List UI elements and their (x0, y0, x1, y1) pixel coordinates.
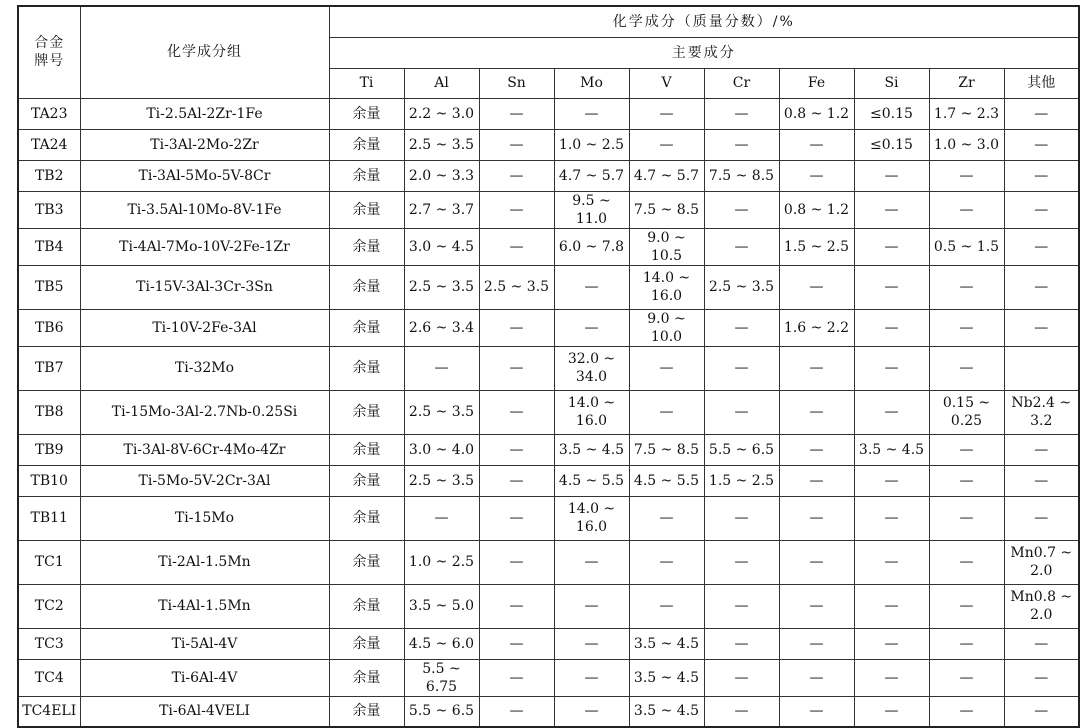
element-value-cell: — (854, 346, 929, 390)
element-value-cell: — (704, 540, 779, 584)
element-value-cell: — (704, 496, 779, 540)
composition-group-cell: Ti-4Al-7Mo-10V-2Fe-1Zr (80, 228, 329, 265)
header-element: Zr (929, 68, 1004, 98)
element-value-cell: Mn0.7 ~ 2.0 (1004, 540, 1079, 584)
element-value-cell: — (929, 696, 1004, 727)
element-value-cell: — (1004, 98, 1079, 129)
element-value-cell: 1.0 ~ 2.5 (554, 129, 629, 160)
table-row (18, 265, 1079, 309)
element-value-cell: 9.0 ~ 10.0 (629, 309, 704, 346)
composition-group-cell: Ti-3Al-5Mo-5V-8Cr (80, 160, 329, 191)
alloy-code-cell: TB8 (18, 390, 80, 434)
element-value-cell: 3.5 ~ 4.5 (554, 434, 629, 465)
element-value-cell: — (779, 696, 854, 727)
element-value-cell: — (929, 496, 1004, 540)
element-value-cell: — (779, 496, 854, 540)
element-value-cell: 3.0 ~ 4.5 (404, 228, 479, 265)
element-value-cell: — (629, 584, 704, 628)
element-value-cell: — (779, 346, 854, 390)
element-value-cell: — (779, 390, 854, 434)
element-value-cell: 0.5 ~ 1.5 (929, 228, 1004, 265)
element-value-cell: — (854, 496, 929, 540)
element-value-cell: 3.5 ~ 4.5 (629, 628, 704, 659)
composition-group-cell: Ti-15Mo-3Al-2.7Nb-0.25Si (80, 390, 329, 434)
element-value-cell: — (704, 584, 779, 628)
element-value-cell: — (854, 540, 929, 584)
element-value-cell: — (929, 584, 1004, 628)
composition-group-cell: Ti-2.5Al-2Zr-1Fe (80, 98, 329, 129)
element-value-cell: 余量 (329, 228, 404, 265)
element-value-cell: — (1004, 160, 1079, 191)
element-value-cell: 2.7 ~ 3.7 (404, 191, 479, 228)
element-value-cell: — (854, 160, 929, 191)
element-value-cell: — (779, 659, 854, 696)
table-row (18, 160, 1079, 191)
element-value-cell: — (1004, 191, 1079, 228)
element-value-cell: — (1004, 696, 1079, 727)
element-value-cell: 1.5 ~ 2.5 (704, 465, 779, 496)
table-row (18, 659, 1079, 696)
element-value-cell: — (854, 465, 929, 496)
element-value-cell: — (1004, 309, 1079, 346)
element-value-cell: 14.0 ~ 16.0 (554, 390, 629, 434)
element-value-cell: 4.5 ~ 5.5 (554, 465, 629, 496)
element-value-cell: 3.5 ~ 4.5 (629, 659, 704, 696)
element-value-cell: — (929, 309, 1004, 346)
composition-group-cell: Ti-32Mo (80, 346, 329, 390)
element-value-cell: 0.15 ~ 0.25 (929, 390, 1004, 434)
element-value-cell: — (854, 265, 929, 309)
composition-group-cell: Ti-4Al-1.5Mn (80, 584, 329, 628)
element-value-cell: — (1004, 129, 1079, 160)
alloy-code-cell: TC4 (18, 659, 80, 696)
element-value-cell: — (779, 160, 854, 191)
element-value-cell: 余量 (329, 496, 404, 540)
header-element: Fe (779, 68, 854, 98)
header-element: Al (404, 68, 479, 98)
element-value-cell: 5.5 ~ 6.75 (404, 659, 479, 696)
element-value-cell: — (479, 465, 554, 496)
table-row (18, 228, 1079, 265)
element-value-cell: 14.0 ~ 16.0 (554, 496, 629, 540)
alloy-code-cell: TB2 (18, 160, 80, 191)
element-value-cell: — (404, 496, 479, 540)
element-value-cell: — (779, 265, 854, 309)
element-value-cell: 余量 (329, 390, 404, 434)
composition-group-cell: Ti-15V-3Al-3Cr-3Sn (80, 265, 329, 309)
header-element: Cr (704, 68, 779, 98)
element-value-cell: — (1004, 496, 1079, 540)
element-value-cell: 7.5 ~ 8.5 (704, 160, 779, 191)
alloy-code-cell: TB4 (18, 228, 80, 265)
header-element: Ti (329, 68, 404, 98)
composition-group-cell: Ti-15Mo (80, 496, 329, 540)
element-value-cell: 3.0 ~ 4.0 (404, 434, 479, 465)
header-composition-group: 化学成分组 (80, 6, 329, 98)
element-value-cell: 6.0 ~ 7.8 (554, 228, 629, 265)
element-value-cell: 3.5 ~ 4.5 (629, 696, 704, 727)
element-value-cell: — (779, 584, 854, 628)
element-value-cell: 2.5 ~ 3.5 (404, 265, 479, 309)
table-row (18, 191, 1079, 228)
element-value-cell: 5.5 ~ 6.5 (704, 434, 779, 465)
element-value-cell: 2.0 ~ 3.3 (404, 160, 479, 191)
element-value-cell: — (479, 309, 554, 346)
element-value-cell: 余量 (329, 434, 404, 465)
header-main-title: 化学成分（质量分数）/% (329, 6, 1079, 37)
element-value-cell: 5.5 ~ 6.5 (404, 696, 479, 727)
element-value-cell: — (554, 98, 629, 129)
element-value-cell: — (854, 628, 929, 659)
alloy-code-cell: TC2 (18, 584, 80, 628)
header-alloy-code: 合金 牌号 (18, 6, 80, 98)
element-value-cell: 余量 (329, 191, 404, 228)
element-value-cell: — (554, 265, 629, 309)
element-value-cell: — (479, 160, 554, 191)
element-value-cell: 2.5 ~ 3.5 (404, 129, 479, 160)
element-value-cell: — (479, 129, 554, 160)
element-value-cell: — (779, 129, 854, 160)
element-value-cell: 余量 (329, 696, 404, 727)
element-value-cell: — (1004, 265, 1079, 309)
element-value-cell: 4.7 ~ 5.7 (554, 160, 629, 191)
element-value-cell: 余量 (329, 309, 404, 346)
element-value-cell: — (929, 540, 1004, 584)
element-value-cell: — (479, 390, 554, 434)
element-value-cell: 9.5 ~ 11.0 (554, 191, 629, 228)
element-value-cell: — (854, 191, 929, 228)
element-value-cell: Mn0.8 ~ 2.0 (1004, 584, 1079, 628)
element-value-cell: 2.5 ~ 3.5 (704, 265, 779, 309)
header-element: 其他 (1004, 68, 1079, 98)
element-value-cell: 余量 (329, 465, 404, 496)
alloy-code-cell: TB3 (18, 191, 80, 228)
element-value-cell: — (479, 191, 554, 228)
element-value-cell: — (1004, 228, 1079, 265)
element-value-cell: 2.6 ~ 3.4 (404, 309, 479, 346)
element-value-cell: — (704, 98, 779, 129)
alloy-code-cell: TB7 (18, 346, 80, 390)
header-element: Sn (479, 68, 554, 98)
element-value-cell: — (479, 346, 554, 390)
table-row (18, 496, 1079, 540)
header-sub-title: 主要成分 (329, 37, 1079, 68)
element-value-cell: 1.6 ~ 2.2 (779, 309, 854, 346)
element-value-cell: 余量 (329, 160, 404, 191)
element-value-cell: — (854, 390, 929, 434)
element-value-cell: 4.5 ~ 5.5 (629, 465, 704, 496)
element-value-cell: — (779, 628, 854, 659)
alloy-code-cell: TC3 (18, 628, 80, 659)
element-value-cell: — (704, 309, 779, 346)
element-value-cell: 2.5 ~ 3.5 (404, 465, 479, 496)
element-value-cell: 2.2 ~ 3.0 (404, 98, 479, 129)
composition-group-cell: Ti-10V-2Fe-3Al (80, 309, 329, 346)
element-value-cell: — (629, 346, 704, 390)
composition-group-cell: Ti-3Al-8V-6Cr-4Mo-4Zr (80, 434, 329, 465)
element-value-cell: 3.5 ~ 4.5 (854, 434, 929, 465)
table-row (18, 129, 1079, 160)
element-value-cell: — (479, 628, 554, 659)
element-value-cell: — (929, 191, 1004, 228)
element-value-cell: — (629, 129, 704, 160)
element-value-cell: — (704, 696, 779, 727)
element-value-cell: — (479, 496, 554, 540)
element-value-cell: — (1004, 434, 1079, 465)
element-value-cell: — (854, 696, 929, 727)
element-value-cell: — (554, 309, 629, 346)
element-value-cell: Nb2.4 ~ 3.2 (1004, 390, 1079, 434)
composition-table (17, 5, 1080, 728)
table-row (18, 309, 1079, 346)
element-value-cell: — (629, 540, 704, 584)
element-value-cell: 1.7 ~ 2.3 (929, 98, 1004, 129)
alloy-code-cell: TB5 (18, 265, 80, 309)
element-value-cell: — (479, 584, 554, 628)
element-value-cell: 2.5 ~ 3.5 (404, 390, 479, 434)
element-value-cell: 余量 (329, 129, 404, 160)
element-value-cell: 1.0 ~ 3.0 (929, 129, 1004, 160)
element-value-cell: — (929, 628, 1004, 659)
element-value-cell: — (704, 390, 779, 434)
element-value-cell: 余量 (329, 659, 404, 696)
table-row (18, 696, 1079, 727)
element-value-cell: — (854, 228, 929, 265)
alloy-code-cell: TA24 (18, 129, 80, 160)
composition-group-cell: Ti-2Al-1.5Mn (80, 540, 329, 584)
element-value-cell: — (554, 628, 629, 659)
element-value-cell: 0.8 ~ 1.2 (779, 98, 854, 129)
element-value-cell: 余量 (329, 628, 404, 659)
element-value-cell: 7.5 ~ 8.5 (629, 434, 704, 465)
element-value-cell: 4.5 ~ 6.0 (404, 628, 479, 659)
table-row (18, 98, 1079, 129)
element-value-cell: — (704, 129, 779, 160)
element-value-cell: 32.0 ~ 34.0 (554, 346, 629, 390)
element-value-cell (1004, 346, 1079, 390)
composition-group-cell: Ti-3.5Al-10Mo-8V-1Fe (80, 191, 329, 228)
element-value-cell: — (554, 696, 629, 727)
element-value-cell: — (779, 540, 854, 584)
element-value-cell: — (704, 659, 779, 696)
element-value-cell: — (929, 346, 1004, 390)
element-value-cell: — (479, 98, 554, 129)
alloy-code-cell: TC4ELI (18, 696, 80, 727)
element-value-cell: — (629, 496, 704, 540)
alloy-code-cell: TB6 (18, 309, 80, 346)
table-row (18, 540, 1079, 584)
element-value-cell: 3.5 ~ 5.0 (404, 584, 479, 628)
header-element: Mo (554, 68, 629, 98)
element-value-cell: 余量 (329, 540, 404, 584)
element-value-cell: — (704, 191, 779, 228)
element-value-cell: ≤0.15 (854, 129, 929, 160)
element-value-cell: — (704, 628, 779, 659)
element-value-cell: 余量 (329, 98, 404, 129)
element-value-cell: 7.5 ~ 8.5 (629, 191, 704, 228)
element-value-cell: 1.5 ~ 2.5 (779, 228, 854, 265)
element-value-cell: — (929, 465, 1004, 496)
element-value-cell: — (554, 540, 629, 584)
element-value-cell: — (479, 228, 554, 265)
element-value-cell: — (779, 465, 854, 496)
alloy-code-cell: TB9 (18, 434, 80, 465)
element-value-cell: 余量 (329, 265, 404, 309)
table-row (18, 465, 1079, 496)
element-value-cell: — (704, 346, 779, 390)
element-value-cell: 2.5 ~ 3.5 (479, 265, 554, 309)
element-value-cell: — (554, 584, 629, 628)
header-element: Si (854, 68, 929, 98)
header-element: V (629, 68, 704, 98)
element-value-cell: — (1004, 659, 1079, 696)
alloy-code-cell: TB10 (18, 465, 80, 496)
element-value-cell: 9.0 ~ 10.5 (629, 228, 704, 265)
element-value-cell: 0.8 ~ 1.2 (779, 191, 854, 228)
element-value-cell: — (704, 228, 779, 265)
element-value-cell: 4.7 ~ 5.7 (629, 160, 704, 191)
table-row (18, 346, 1079, 390)
table-row (18, 390, 1079, 434)
table-row (18, 628, 1079, 659)
element-value-cell: — (629, 98, 704, 129)
alloy-code-cell: TC1 (18, 540, 80, 584)
element-value-cell: — (404, 346, 479, 390)
element-value-cell: — (929, 434, 1004, 465)
element-value-cell: 余量 (329, 584, 404, 628)
element-value-cell: 1.0 ~ 2.5 (404, 540, 479, 584)
element-value-cell: — (929, 265, 1004, 309)
element-value-cell: ≤0.15 (854, 98, 929, 129)
element-value-cell: — (854, 584, 929, 628)
composition-group-cell: Ti-5Mo-5V-2Cr-3Al (80, 465, 329, 496)
composition-group-cell: Ti-5Al-4V (80, 628, 329, 659)
element-value-cell: — (554, 659, 629, 696)
composition-group-cell: Ti-6Al-4V (80, 659, 329, 696)
element-value-cell: — (479, 696, 554, 727)
element-value-cell: — (779, 434, 854, 465)
element-value-cell: 14.0 ~ 16.0 (629, 265, 704, 309)
element-value-cell: — (479, 540, 554, 584)
element-value-cell: — (929, 659, 1004, 696)
table-row (18, 584, 1079, 628)
element-value-cell: — (479, 434, 554, 465)
element-value-cell: — (929, 160, 1004, 191)
element-value-cell: — (854, 309, 929, 346)
alloy-code-cell: TB11 (18, 496, 80, 540)
table-row (18, 434, 1079, 465)
element-value-cell: — (479, 659, 554, 696)
element-value-cell: — (1004, 465, 1079, 496)
alloy-code-cell: TA23 (18, 98, 80, 129)
composition-group-cell: Ti-6Al-4VELI (80, 696, 329, 727)
element-value-cell: — (854, 659, 929, 696)
element-value-cell: — (629, 390, 704, 434)
element-value-cell: — (1004, 628, 1079, 659)
element-value-cell: 余量 (329, 346, 404, 390)
composition-group-cell: Ti-3Al-2Mo-2Zr (80, 129, 329, 160)
